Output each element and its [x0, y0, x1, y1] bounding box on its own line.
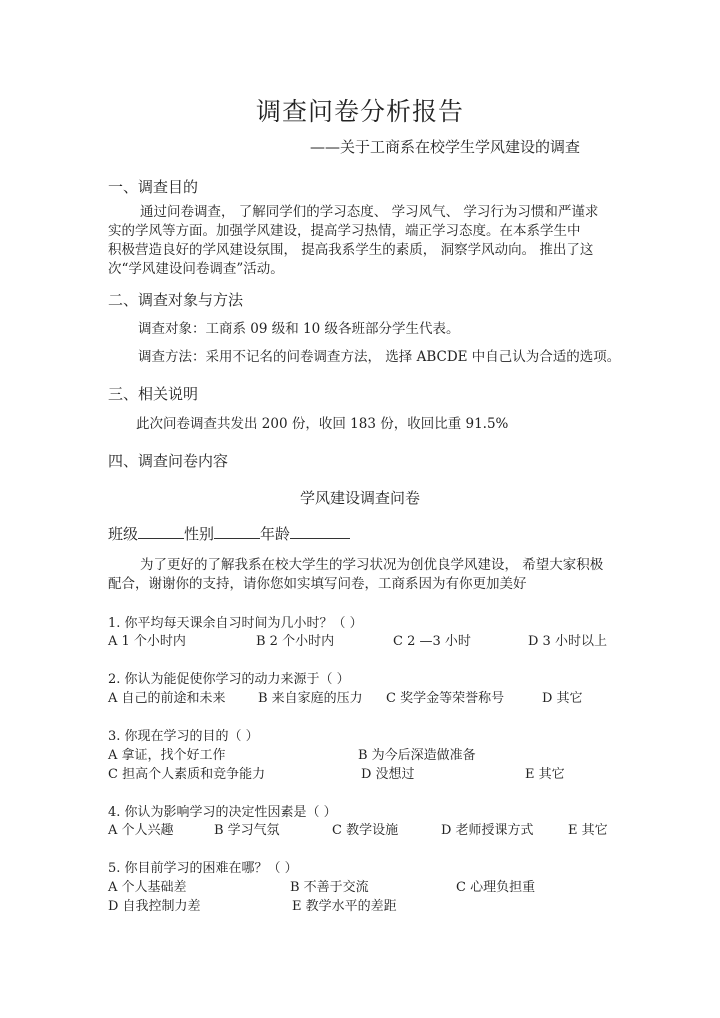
- paragraph-line: 调查方法：采用不记名的问卷调查方法， 选择 ABCDE 中自己认为合适的选项。: [138, 349, 621, 365]
- q4-option-d[interactable]: D 老师授课方式: [441, 823, 534, 838]
- paragraph-line: 此次问卷调查共发出 200 份，收回 183 份，收回比重 91.5%: [136, 416, 509, 432]
- q3-option-a[interactable]: A 拿证，找个好工作: [108, 748, 226, 763]
- q1-option-d[interactable]: D 3 小时以上: [528, 634, 607, 649]
- q4-option-e[interactable]: E 其它: [568, 823, 608, 838]
- q2-option-c[interactable]: C 奖学金等荣誉称号: [386, 691, 505, 706]
- q5-option-e[interactable]: E 教学水平的差距: [292, 899, 397, 914]
- section-heading-content: 四、调查问卷内容: [108, 452, 229, 470]
- q2-option-b[interactable]: B 来自家庭的压力: [258, 691, 363, 706]
- paragraph-line: 调查对象：工商系 09 级和 10 级各班部分学生代表。: [138, 321, 460, 337]
- report-subtitle: ——关于工商系在校学生学风建设的调查: [310, 138, 581, 156]
- report-title: 调查问卷分析报告: [255, 97, 464, 126]
- paragraph-line: 次“学风建设问卷调查”活动。: [108, 261, 284, 277]
- question-2: 2. 你认为能促使你学习的动力来源于（ ）: [108, 672, 350, 687]
- section-heading-method: 二、调查对象与方法: [108, 291, 244, 309]
- section-heading-purpose: 一、调查目的: [108, 178, 199, 196]
- q3-option-c[interactable]: C 担高个人素质和竞争能力: [108, 767, 266, 782]
- q5-option-a[interactable]: A 个人基础差: [108, 880, 187, 895]
- intro-line: 配合，谢谢你的支持，请你您如实填写问卷，工商系因为有你更加美好: [108, 576, 527, 592]
- q1-option-b[interactable]: B 2 个小时内: [256, 634, 335, 649]
- q5-option-d[interactable]: D 自我控制力差: [108, 899, 201, 914]
- gender-label: 性别: [184, 525, 215, 543]
- q5-option-b[interactable]: B 不善于交流: [290, 880, 369, 895]
- paragraph-line: 实的学风等方面。加强学风建设，提高学习热情，端正学习态度。在本系学生中: [108, 223, 581, 239]
- q1-option-c[interactable]: C 2 —3 小时: [393, 634, 471, 649]
- age-blank[interactable]: [290, 524, 350, 539]
- question-5: 5. 你目前学习的困难在哪？（ ）: [108, 861, 298, 876]
- info-fields-row: [108, 523, 350, 544]
- q5-option-c[interactable]: C 心理负担重: [456, 880, 536, 895]
- section-heading-notes: 三、相关说明: [108, 385, 199, 403]
- paragraph-line: 通过问卷调查， 了解同学们的学习态度、 学习风气、 学习行为习惯和严谨求: [140, 204, 599, 220]
- question-3: 3. 你现在学习的目的（ ）: [108, 729, 259, 744]
- class-blank[interactable]: [138, 524, 184, 539]
- intro-line: 为了更好的了解我系在校大学生的学习状况为创优良学风建设， 希望大家积极: [140, 557, 604, 573]
- q2-option-d[interactable]: D 其它: [542, 691, 583, 706]
- q3-option-b[interactable]: B 为今后深造做准备: [358, 748, 476, 763]
- question-1: 1. 你平均每天课余自习时间为几小时？（ ）: [108, 616, 363, 631]
- q2-option-a[interactable]: A 自己的前途和未来: [108, 691, 226, 706]
- questionnaire-title: 学风建设调查问卷: [299, 489, 420, 507]
- gender-blank[interactable]: [214, 524, 260, 539]
- q3-option-d[interactable]: D 没想过: [361, 767, 415, 782]
- q4-option-c[interactable]: C 教学设施: [332, 823, 399, 838]
- q4-option-a[interactable]: A 个人兴趣: [108, 823, 174, 838]
- q3-option-e[interactable]: E 其它: [525, 767, 565, 782]
- age-label: 年龄: [260, 525, 291, 543]
- q1-option-a[interactable]: A 1 个小时内: [108, 634, 186, 649]
- q4-option-b[interactable]: B 学习气氛: [214, 823, 280, 838]
- question-4: 4. 你认为影响学习的决定性因素是（ ）: [108, 805, 337, 820]
- class-label: 班级: [108, 525, 139, 543]
- paragraph-line: 积极营造良好的学风建设氛围， 提高我系学生的素质， 洞察学风动向。 推出了这: [108, 242, 594, 258]
